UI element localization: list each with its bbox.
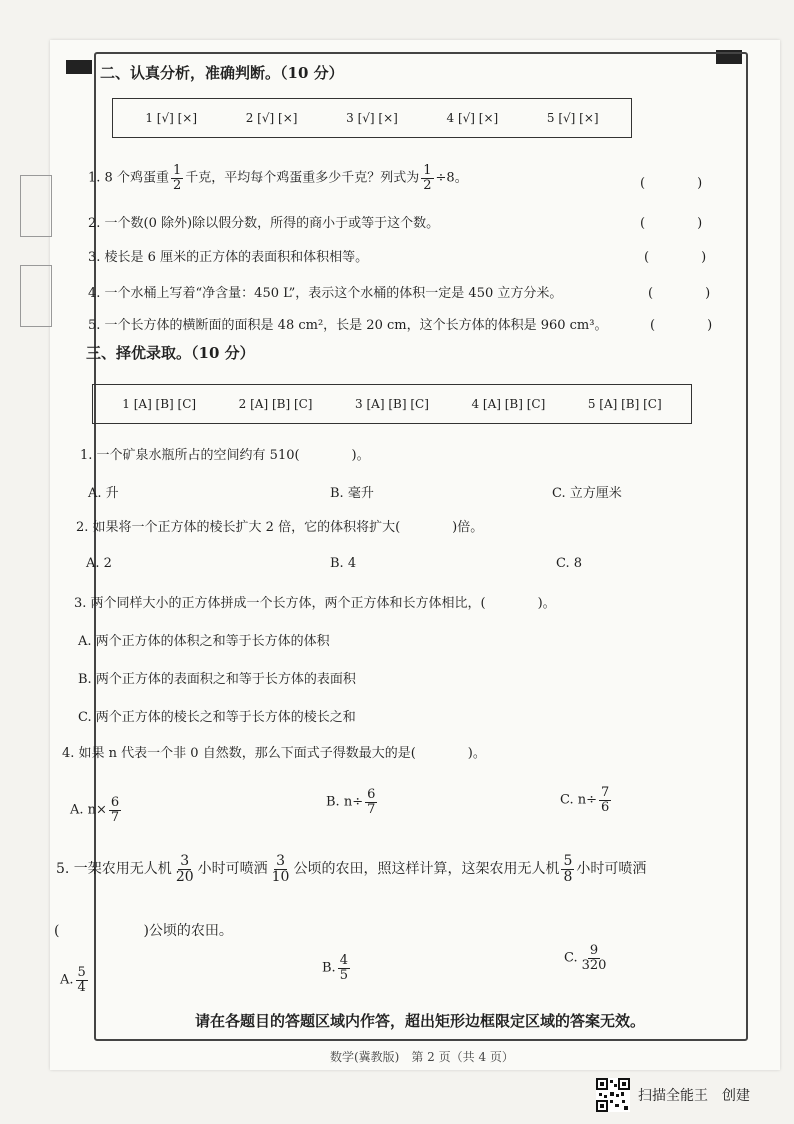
answer-area-notice: 请在各题目的答题区域内作答，超出矩形边框限定区域的答案无效。 <box>194 1012 645 1030</box>
denominator: 6 <box>601 799 610 815</box>
option-a[interactable]: A. 升 <box>88 486 119 501</box>
q5-part: 公顷的农田，照这样计算，这架农用无人机 <box>293 861 560 878</box>
option-c[interactable]: C. 8 <box>556 556 583 571</box>
option-b[interactable]: B. 毫升 <box>330 486 374 501</box>
choice-question-2: 2. 如果将一个正方体的棱长扩大 2 倍，它的体积将扩大( )倍。 <box>76 520 484 535</box>
denominator: 7 <box>110 809 120 825</box>
scanner-watermark <box>596 1078 750 1112</box>
choice-question-5-line-2: ( )公顷的农田。 <box>54 923 233 939</box>
alignment-marker-left <box>66 60 92 74</box>
margin-box <box>20 265 52 327</box>
q5-part: 小时可喷洒 <box>197 861 268 878</box>
q1-suffix: ÷8。 <box>435 170 468 186</box>
fraction <box>421 164 433 192</box>
section-3-answer-sheet <box>92 384 692 424</box>
denominator: 7 <box>367 801 376 817</box>
fraction <box>580 944 609 972</box>
answer-option[interactable]: 2 [A] [B] [C] <box>238 397 313 411</box>
choice-question-3: 3. 两个同样大小的正方体拼成一个长方体，两个正方体和长方体相比，( )。 <box>74 596 556 611</box>
page-number: 数学(冀教版) 第 2 页（共 4 页） <box>330 1050 514 1064</box>
q5-part: 小时可喷洒 <box>576 861 647 878</box>
option-label: B. <box>322 960 336 976</box>
answer-option[interactable]: 1 [A] [B] [C] <box>122 397 197 411</box>
option-label: C. n÷ <box>560 792 598 808</box>
option-c[interactable]: C. 两个正方体的棱长之和等于长方体的棱长之和 <box>78 710 356 725</box>
choice-question-4: 4. 如果 n 代表一个非 0 自然数，那么下面式子得数最大的是( )。 <box>62 746 486 761</box>
answer-option[interactable]: 4 [√] [×] <box>446 111 499 125</box>
answer-region-frame <box>94 52 748 1041</box>
option-c[interactable]: C. 立方厘米 <box>552 486 622 501</box>
answer-option[interactable]: 5 [A] [B] [C] <box>587 397 662 411</box>
numerator: 7 <box>601 785 610 800</box>
option-label: B. n÷ <box>326 794 364 810</box>
answer-option[interactable]: 1 [√] [×] <box>145 111 198 125</box>
judge-question-4: 4. 一个水桶上写着“净含量：450 L”，表示这个水桶的体积一定是 450 立方分米。 <box>88 286 563 301</box>
option-b[interactable] <box>326 788 379 816</box>
fraction <box>109 796 121 824</box>
answer-option[interactable]: 3 [A] [B] [C] <box>355 397 429 411</box>
option-c[interactable] <box>560 786 613 814</box>
fraction <box>270 854 292 884</box>
denominator: 2 <box>423 177 432 193</box>
answer-option[interactable]: 3 [√] [×] <box>346 111 398 125</box>
option-b[interactable]: B. 两个正方体的表面积之和等于长方体的表面积 <box>78 672 356 687</box>
numerator: 1 <box>423 163 432 178</box>
option-a[interactable]: A. 两个正方体的体积之和等于长方体的体积 <box>78 634 330 649</box>
answer-option[interactable]: 2 [√] [×] <box>245 111 298 125</box>
denominator: 4 <box>77 979 86 995</box>
fraction <box>174 854 196 884</box>
judge-question-5: 5. 一个长方体的横断面的面积是 48 cm²，长是 20 cm，这个长方体的体积是 960 cm³。 <box>88 318 608 333</box>
numerator: 3 <box>276 853 286 869</box>
section-3-title: 三、择优录取。（10 分） <box>86 344 255 362</box>
answer-parenthesis[interactable]: ( ) <box>650 318 713 333</box>
answer-parenthesis[interactable]: ( ) <box>640 216 703 231</box>
numerator: 5 <box>563 853 573 869</box>
fraction <box>171 164 183 192</box>
denominator: 5 <box>339 967 348 983</box>
numerator: 9 <box>589 943 599 958</box>
choice-question-5 <box>56 854 646 884</box>
q1-mid: 千克，平均每个鸡蛋重多少千克？列式为 <box>185 170 420 186</box>
q1-prefix: 1. 8 个鸡蛋重 <box>88 170 169 186</box>
qr-code-icon <box>596 1078 630 1112</box>
margin-box <box>20 175 52 237</box>
answer-option[interactable]: 5 [√] [×] <box>546 111 599 125</box>
option-a[interactable] <box>70 796 123 824</box>
section-2-title: 二、认真分析，准确判断。（10 分） <box>100 64 344 82</box>
answer-parenthesis[interactable]: ( ) <box>640 176 703 191</box>
denominator: 320 <box>581 957 607 973</box>
answer-option[interactable]: 4 [A] [B] [C] <box>471 397 546 411</box>
fraction <box>365 788 377 816</box>
denominator: 2 <box>172 177 182 193</box>
choice-question-1: 1. 一个矿泉水瓶所占的空间约有 510( )。 <box>80 448 370 463</box>
denominator: 10 <box>271 868 290 885</box>
option-label: C. <box>564 950 578 966</box>
option-label: A. <box>60 972 74 988</box>
denominator: 8 <box>563 868 573 885</box>
answer-parenthesis[interactable]: ( ) <box>648 286 711 301</box>
fraction <box>561 854 574 884</box>
judge-question-2: 2. 一个数(0 除外)除以假分数，所得的商小于或等于这个数。 <box>88 216 440 231</box>
fraction <box>599 786 611 814</box>
numerator: 4 <box>339 953 348 968</box>
option-b[interactable] <box>322 954 352 982</box>
q5-part: 5. 一架农用无人机 <box>56 861 172 878</box>
numerator: 3 <box>180 853 190 869</box>
numerator: 6 <box>110 795 120 810</box>
fraction <box>338 954 350 982</box>
fraction <box>76 966 88 994</box>
option-a[interactable]: A. 2 <box>86 556 112 571</box>
section-2-answer-sheet <box>112 98 632 138</box>
judge-question-3: 3. 棱长是 6 厘米的正方体的表面积和体积相等。 <box>88 250 369 265</box>
judge-question-1 <box>88 164 468 192</box>
option-label: A. n× <box>70 802 107 818</box>
numerator: 5 <box>77 965 86 980</box>
option-a[interactable] <box>60 966 90 994</box>
numerator: 1 <box>172 163 182 178</box>
scanner-label: 扫描全能王 创建 <box>638 1088 750 1104</box>
answer-parenthesis[interactable]: ( ) <box>644 250 707 265</box>
numerator: 6 <box>367 787 376 802</box>
option-b[interactable]: B. 4 <box>330 556 357 571</box>
denominator: 20 <box>175 868 194 885</box>
option-c[interactable] <box>564 944 610 972</box>
